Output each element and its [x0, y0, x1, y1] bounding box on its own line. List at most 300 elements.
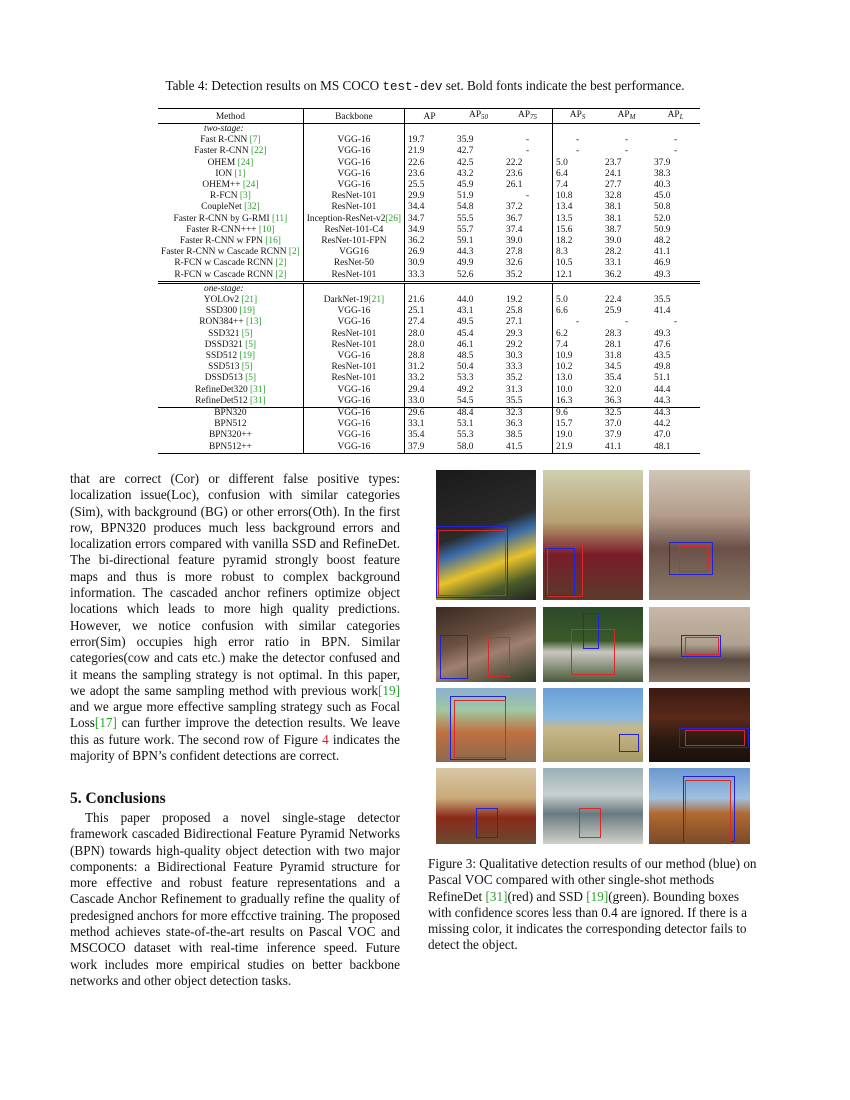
table-row	[158, 146, 700, 157]
cell-apl: 49.8	[654, 362, 671, 373]
cell-apl: 48.1	[654, 441, 671, 452]
citation-link[interactable]: [7]	[249, 135, 261, 146]
body-paragraph-conclusions: This paper proposed a novel single-stage detector framework cascaded Bidirectional Feature Pyramid Networks (BPN) towards high-quality object detection with two major components: a Bidirectional Feature Pyramid structure for more effective and robust feature representations and a Cascade Anchor Refinement to gradually refine the quality of predesigned anchors for more effcctive training. The proposed method achieves state-of-the-art results on Pascal VOC and MSCOCO dataset with real-time inference speed. Future work includes more empirical studies on better backbone networks and other object detection tasks.	[70, 810, 400, 988]
photo-cat-on-floor	[649, 607, 750, 682]
cell-apm: 32.0	[605, 384, 622, 395]
table-row	[158, 225, 700, 236]
cell-ap: 28.8	[408, 351, 425, 362]
citation-link[interactable]: [19]	[239, 351, 256, 362]
citation-link[interactable]: [21]	[368, 295, 385, 306]
citation-link[interactable]: [31]	[250, 384, 266, 395]
cell-apl: 40.3	[654, 180, 671, 191]
cell-ap50: 54.5	[457, 395, 474, 406]
cell-ap75: 27.8	[503, 247, 553, 258]
cell-apm: -	[624, 317, 629, 328]
cell-backbone: ResNet-101	[303, 202, 404, 213]
cell-aps: 8.3	[556, 247, 568, 258]
cell-aps: 18.2	[556, 236, 573, 247]
one-stage-section	[158, 282, 700, 407]
figure-link[interactable]: 4	[322, 731, 329, 747]
header-ap50: $AP_{50}$	[469, 109, 489, 121]
cell-apl: 41.4	[654, 306, 671, 317]
cell-ap50: 55.3	[457, 430, 474, 441]
cell-ap: 27.4	[408, 317, 425, 328]
cell-backbone: DarkNet-19[21]	[303, 295, 404, 306]
cell-aps: 6.2	[556, 328, 568, 339]
cell-ap75: 33.3	[503, 362, 553, 373]
cell-ap75: 41.5	[503, 442, 553, 454]
cell-ap50: 43.1	[457, 306, 474, 317]
table-row	[158, 373, 700, 384]
table-row	[158, 270, 700, 283]
photo-storefront	[543, 768, 643, 844]
cell-apl: -	[673, 317, 678, 328]
cell-method: ION [1]	[158, 169, 303, 180]
photo-dark-room	[649, 688, 750, 762]
cell-method: CoupleNet [32]	[158, 202, 303, 213]
citation-link[interactable]: [31]	[250, 395, 266, 406]
cell-method: RefineDet512 [31]	[158, 396, 303, 408]
table-row	[158, 385, 700, 396]
table-row	[158, 180, 700, 191]
citation-link[interactable]: [31]	[485, 888, 508, 904]
cell-aps: 10.2	[556, 362, 573, 373]
cell-ap75: 27.1	[503, 317, 553, 328]
cell-backbone: ResNet-101	[303, 191, 404, 202]
bpn-section	[158, 408, 700, 454]
citation-link[interactable]: [26]	[385, 213, 402, 224]
table-row	[158, 258, 700, 269]
header-apl: $AP_L$	[667, 109, 684, 121]
cell-apl: 44.4	[654, 384, 671, 395]
photo-people-christmas	[436, 607, 536, 682]
cell-apm: 37.9	[605, 430, 622, 441]
table-row	[158, 430, 700, 441]
cell-apl: 35.5	[654, 295, 671, 306]
cell-ap50: 46.1	[457, 339, 474, 350]
table-caption	[40, 78, 810, 94]
table-row	[158, 247, 700, 258]
table-row	[158, 295, 700, 306]
citation-link[interactable]: [10]	[258, 224, 275, 235]
photo-potted-plant	[436, 688, 536, 762]
citation-link[interactable]: [16]	[265, 236, 281, 247]
section-heading-conclusions: 5. Conclusions	[70, 790, 166, 807]
cell-method: Faster R-CNN w Cascade RCNN [2]	[158, 247, 303, 258]
cell-aps: -	[575, 146, 580, 157]
cell-ap50: 52.6	[457, 269, 474, 280]
cell-ap75: 35.2	[503, 270, 553, 283]
cell-ap50: 35.9	[457, 135, 474, 146]
cell-ap50: 53.1	[457, 419, 474, 430]
cell-ap: 34.9	[408, 224, 425, 235]
cell-apl: 49.3	[654, 269, 671, 280]
cell-apl: 44.3	[654, 408, 671, 419]
table-row	[158, 442, 700, 454]
cell-ap50: 44.0	[457, 295, 474, 306]
cell-method: OHEM++ [24]	[158, 180, 303, 191]
cell-ap75: 32.3	[503, 408, 553, 420]
cell-ap: 37.9	[408, 441, 425, 452]
cell-apm: 28.1	[605, 339, 622, 350]
cell-backbone: VGG-16	[303, 430, 404, 441]
caption-code: test-dev	[382, 80, 443, 94]
cell-method: SSD321 [5]	[158, 329, 303, 340]
cell-ap50: 45.4	[457, 328, 474, 339]
cell-ap75: 22.2	[503, 158, 553, 169]
cell-backbone: VGG-16	[303, 180, 404, 191]
citation-link[interactable]: [5]	[241, 328, 253, 339]
table-row	[158, 351, 700, 362]
header-apm: $AP_M$	[617, 109, 636, 121]
cell-backbone: VGG-16	[303, 408, 404, 420]
cell-apl: 47.6	[654, 339, 671, 350]
photo-horse-rider	[543, 607, 643, 682]
cell-ap50: 53.3	[457, 373, 474, 384]
cell-method: YOLOv2 [21]	[158, 295, 303, 306]
cell-apm: 36.2	[605, 269, 622, 280]
photo-bedroom	[436, 768, 536, 844]
cell-ap: 35.4	[408, 430, 425, 441]
table-row	[158, 329, 700, 340]
cell-backbone: ResNet-50	[303, 258, 404, 269]
citation-link[interactable]: [1]	[234, 168, 246, 179]
cell-backbone: VGG-16	[303, 442, 404, 454]
cell-ap75: 29.2	[503, 340, 553, 351]
cell-apm: 23.7	[605, 157, 622, 168]
cell-apm: 32.8	[605, 191, 622, 202]
cell-apl: 43.5	[654, 351, 671, 362]
cell-ap: 33.3	[408, 269, 425, 280]
cell-ap75: 36.3	[503, 419, 553, 430]
cell-aps: 9.6	[556, 408, 568, 419]
cell-ap50: 48.4	[457, 408, 474, 419]
cell-apl: 41.1	[654, 247, 671, 258]
cell-ap75: 30.3	[503, 351, 553, 362]
cell-ap: 29.6	[408, 408, 425, 419]
table-row	[158, 158, 700, 169]
cell-ap: 29.4	[408, 384, 425, 395]
cell-ap: 28.0	[408, 328, 425, 339]
photo-horse-head	[649, 768, 750, 844]
section-label-row	[158, 282, 700, 295]
photo-beach-scene	[543, 688, 643, 762]
cell-ap: 34.7	[408, 213, 425, 224]
citation-link[interactable]: [2]	[275, 258, 287, 269]
citation-link[interactable]: [5]	[245, 339, 257, 350]
citation-link[interactable]: [5]	[241, 362, 253, 373]
cell-apm: 32.5	[605, 408, 622, 419]
cell-ap50: 44.3	[457, 247, 474, 258]
cell-backbone: ResNet-101	[303, 362, 404, 373]
cell-aps: -	[575, 135, 580, 146]
cell-method: SSD300 [19]	[158, 306, 303, 317]
photo-parrot	[436, 470, 536, 600]
cell-aps: 10.8	[556, 191, 573, 202]
cell-aps: -	[575, 317, 580, 328]
cell-backbone: VGG-16	[303, 351, 404, 362]
cell-apl: 37.9	[654, 157, 671, 168]
cell-ap: 25.5	[408, 180, 425, 191]
cell-ap50: 59.1	[457, 236, 474, 247]
cell-ap75: 25.8	[503, 306, 553, 317]
cell-apl: -	[673, 135, 678, 146]
results-table	[158, 108, 700, 454]
cell-apl: 45.0	[654, 191, 671, 202]
citation-link[interactable]: [32]	[244, 202, 260, 213]
table-row	[158, 340, 700, 351]
cell-backbone: ResNet-101	[303, 270, 404, 283]
cell-aps: 13.5	[556, 213, 573, 224]
cell-aps: 19.0	[556, 430, 573, 441]
table-row	[158, 408, 700, 420]
cell-ap75: 31.3	[503, 385, 553, 396]
cell-apl: 50.8	[654, 202, 671, 213]
cell-aps: 7.4	[556, 339, 568, 350]
cell-method: RefineDet320 [31]	[158, 385, 303, 396]
section-label: one-stage:	[158, 282, 303, 295]
cell-ap50: 51.9	[457, 191, 474, 202]
cell-ap: 25.1	[408, 306, 425, 317]
citation-link[interactable]: [2]	[275, 269, 287, 280]
cell-aps: 15.6	[556, 224, 573, 235]
table-row	[158, 214, 700, 225]
cell-apl: 50.9	[654, 224, 671, 235]
header-ap75: $AP_{75}$	[503, 109, 553, 124]
cell-backbone: VGG-16	[303, 419, 404, 430]
cell-backbone: VGG-16	[303, 396, 404, 408]
citation-link[interactable]: [3]	[239, 191, 251, 202]
table-row	[158, 236, 700, 247]
citation-link[interactable]: [24]	[242, 180, 259, 191]
cell-method: SSD513 [5]	[158, 362, 303, 373]
cell-ap: 36.2	[408, 236, 425, 247]
cell-apm: 22.4	[605, 295, 622, 306]
cell-aps: 10.5	[556, 258, 573, 269]
cell-ap: 33.1	[408, 419, 425, 430]
cell-apm: 38.7	[605, 224, 622, 235]
citation-link[interactable]: [21]	[241, 295, 258, 306]
cell-backbone: VGG-16	[303, 146, 404, 157]
cell-ap75: 38.5	[503, 430, 553, 441]
cell-method: BPN320++	[158, 430, 303, 441]
cell-ap50: 50.4	[457, 362, 474, 373]
cell-aps: 5.0	[556, 157, 568, 168]
cell-ap: 29.9	[408, 191, 425, 202]
cell-ap50: 42.5	[457, 157, 474, 168]
cell-ap: 23.6	[408, 168, 425, 179]
cell-apm: 24.1	[605, 168, 622, 179]
cell-apm: 38.1	[605, 213, 622, 224]
cell-ap75: 19.2	[503, 295, 553, 306]
cell-ap50: 48.5	[457, 351, 474, 362]
cell-method: Fast R-CNN [7]	[158, 135, 303, 146]
cell-method: RON384++ [13]	[158, 317, 303, 328]
cell-ap75: -	[503, 146, 553, 157]
cell-ap75: 23.6	[503, 169, 553, 180]
cell-ap50: 55.5	[457, 213, 474, 224]
cell-apl: -	[673, 146, 678, 157]
cell-ap50: 45.9	[457, 180, 474, 191]
cell-ap75: 29.3	[503, 329, 553, 340]
two-stage-section	[158, 124, 700, 283]
cell-method: R-FCN w Cascade RCNN [2]	[158, 258, 303, 269]
cell-ap: 21.6	[408, 295, 425, 306]
cell-ap75: 37.4	[503, 225, 553, 236]
cell-aps: 10.0	[556, 384, 573, 395]
table-row	[158, 306, 700, 317]
table-row	[158, 362, 700, 373]
table-row	[158, 419, 700, 430]
cell-aps: 13.0	[556, 373, 573, 384]
cell-method: R-FCN [3]	[158, 191, 303, 202]
cell-method: DSSD513 [5]	[158, 373, 303, 384]
cell-backbone: ResNet-101	[303, 340, 404, 351]
cell-ap75: 35.5	[503, 396, 553, 408]
cell-ap75: 35.2	[503, 373, 553, 384]
cell-method: SSD512 [19]	[158, 351, 303, 362]
cell-ap75: 39.0	[503, 236, 553, 247]
body-paragraph-analysis: that are correct (Cor) or different false positive types: localization issue(Loc), confusion with similar categories (Sim), with background (BG) or other errors(Oth). In the first row, BPN320 produces much less background errors and localization errors compared with vanilla SSD and RefineDet. The bi-directional feature pyramid strongly boost feature maps and thus is more robust to complex background information. The cascaded anchor refiners optimize object locations which leads to more high quality predictions. However, we notice confusion with similar categories error(Sim) occupies high error ratio in BPN. Similar categories(cow and cats etc.) make the detector confused and it means the sampling strategy is not optimal. In this paper, we adopt the same sampling method with previous work[19] and we argue more effective sampling strategy such as Focal Loss[17] can further improve the detection results. We leave this as future work. The second row of Figure 4 indicates the majority of BPN’s confident detections are correct.	[70, 471, 400, 764]
cell-apl: 47.0	[654, 430, 671, 441]
header-aps: $AP_S$	[569, 109, 586, 121]
cell-ap: 33.0	[408, 395, 425, 406]
cell-apm: 31.8	[605, 351, 622, 362]
cell-backbone: Inception-ResNet-v2[26]	[303, 214, 404, 225]
table-row	[158, 191, 700, 202]
cell-apm: 36.3	[605, 395, 622, 406]
cell-ap50: 49.9	[457, 258, 474, 269]
table-row	[158, 396, 700, 408]
citation-link[interactable]: [22]	[250, 146, 267, 157]
cell-apl: 46.9	[654, 258, 671, 269]
cell-method: DSSD321 [5]	[158, 340, 303, 351]
cell-ap75: 32.6	[503, 258, 553, 269]
cell-ap: 21.9	[408, 146, 425, 157]
section-label-row	[158, 124, 700, 136]
table-row	[158, 317, 700, 328]
cell-ap: 19.7	[408, 135, 425, 146]
cell-apm: 41.1	[605, 441, 622, 452]
photo-woman-with-dog	[649, 470, 750, 600]
section-label: two-stage:	[158, 124, 303, 136]
table-row	[158, 202, 700, 213]
cell-apl: 44.2	[654, 419, 671, 430]
cell-ap: 31.2	[408, 362, 425, 373]
cell-aps: 5.0	[556, 295, 568, 306]
cell-apm: 27.7	[605, 180, 622, 191]
cell-backbone: VGG16	[303, 247, 404, 258]
header-method: Method	[158, 109, 303, 124]
cell-method: OHEM [24]	[158, 158, 303, 169]
cell-ap: 28.0	[408, 339, 425, 350]
cell-ap50: 49.2	[457, 384, 474, 395]
cell-backbone: ResNet-101	[303, 329, 404, 340]
cell-ap: 30.9	[408, 258, 425, 269]
cell-backbone: ResNet-101-FPN	[303, 236, 404, 247]
cell-aps: 15.7	[556, 419, 573, 430]
citation-link[interactable]: [19]	[378, 682, 400, 698]
citation-link[interactable]: [17]	[94, 715, 117, 731]
cell-backbone: VGG-16	[303, 169, 404, 180]
cell-aps: 21.9	[556, 441, 573, 452]
cell-aps: 12.1	[556, 269, 573, 280]
cell-apm: 34.5	[605, 362, 622, 373]
cell-ap: 26.9	[408, 247, 425, 258]
cell-apm: 38.1	[605, 202, 622, 213]
cell-ap: 22.6	[408, 157, 425, 168]
citation-link[interactable]: [13]	[245, 317, 262, 328]
cell-apl: 52.0	[654, 213, 671, 224]
cell-method: BPN512	[158, 419, 303, 430]
cell-apl: 49.3	[654, 328, 671, 339]
cell-ap50: 43.2	[457, 168, 474, 179]
cell-apm: 33.1	[605, 258, 622, 269]
caption-text-end: set. Bold fonts indicate the best performance.	[442, 78, 685, 93]
table-row	[158, 135, 700, 146]
cell-backbone: VGG-16	[303, 306, 404, 317]
cell-apl: 48.2	[654, 236, 671, 247]
cell-apm: 28.2	[605, 247, 622, 258]
cell-backbone: VGG-16	[303, 385, 404, 396]
cell-ap: 33.2	[408, 373, 425, 384]
cell-apl: 38.3	[654, 168, 671, 179]
cell-ap: 34.4	[408, 202, 425, 213]
citation-link[interactable]: [24]	[237, 157, 254, 168]
cell-ap50: 42.7	[457, 146, 474, 157]
header-ap: AP	[423, 111, 436, 122]
cell-method: BPN512++	[158, 442, 303, 454]
cell-ap50: 55.7	[457, 224, 474, 235]
caption-text: Table 4: Detection results on MS COCO	[165, 78, 383, 93]
cell-aps: 7.4	[556, 180, 568, 191]
cell-backbone: VGG-16	[303, 135, 404, 146]
citation-link[interactable]: [5]	[245, 373, 257, 384]
cell-method: R-FCN w Cascade RCNN [2]	[158, 270, 303, 283]
cell-apl: 44.3	[654, 395, 671, 406]
cell-apm: -	[624, 146, 629, 157]
cell-ap50: 54.8	[457, 202, 474, 213]
table-row	[158, 169, 700, 180]
cell-method: Faster R-CNN [22]	[158, 146, 303, 157]
cell-method: Faster R-CNN by G-RMI [11]	[158, 214, 303, 225]
cell-ap75: -	[503, 135, 553, 146]
citation-link[interactable]: [19]	[586, 888, 609, 904]
cell-aps: 13.4	[556, 202, 573, 213]
cell-aps: 10.9	[556, 351, 573, 362]
cell-ap75: 36.7	[503, 214, 553, 225]
cell-apm: 35.4	[605, 373, 622, 384]
citation-link[interactable]: [19]	[239, 306, 256, 317]
header-backbone: Backbone	[303, 109, 404, 124]
cell-aps: 6.6	[556, 306, 568, 317]
cell-apm: 39.0	[605, 236, 622, 247]
cell-aps: 6.4	[556, 168, 568, 179]
cell-ap75: -	[503, 191, 553, 202]
cell-apl: 51.1	[654, 373, 671, 384]
cell-ap50: 49.5	[457, 317, 474, 328]
cell-apm: 25.9	[605, 306, 622, 317]
photo-living-room-sofa	[543, 470, 643, 600]
figure-3-caption: Figure 3: Qualitative detection results of our method (blue) on Pascal VOC compared with other single-shot methods RefineDet [31](red) and SSD [19](green). Bounding boxes with confidence scores less than 0.4 are ignored. If there is a missing color, it indicates the corresponding detector fails to detect the object.	[428, 856, 757, 953]
cell-apm: 37.0	[605, 419, 622, 430]
citation-link[interactable]: [11]	[271, 213, 288, 224]
cell-backbone: ResNet-101	[303, 373, 404, 384]
cell-apm: -	[624, 135, 629, 146]
citation-link[interactable]: [2]	[288, 247, 300, 258]
cell-ap75: 37.2	[503, 202, 553, 213]
cell-ap50: 58.0	[457, 441, 474, 452]
